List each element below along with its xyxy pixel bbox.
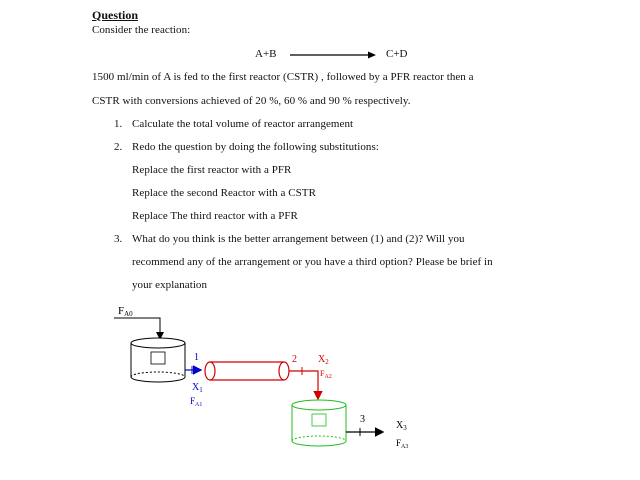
substitution-line: Replace The third reactor with a PFR <box>132 210 298 222</box>
intro-text: Consider the reaction: <box>92 24 191 36</box>
stream-3 <box>346 414 408 450</box>
paragraph-line-1: 1500 ml/min of A is fed to the first reactor (CSTR) , followed by a PFR reactor then a <box>92 71 474 83</box>
reaction-rhs: C+D <box>386 48 408 60</box>
substitution-line: Replace the second Reactor with a CSTR <box>132 187 316 199</box>
reaction-lhs: A+B <box>255 48 277 60</box>
paragraph-line-2: CSTR with conversions achieved of 20 %, 60 % and 90 % respectively. <box>92 95 411 107</box>
feed-stream <box>114 318 160 338</box>
x2-label: $X_2$ <box>318 354 329 366</box>
cstr-1 <box>131 338 185 382</box>
pfr-reactor <box>205 362 289 380</box>
x1-label: $X_1$ <box>192 382 203 394</box>
stream-1 <box>185 352 203 408</box>
stream-1-number: 1 <box>194 352 199 363</box>
item-number: 1. <box>114 118 123 130</box>
item-text: recommend any of the arrangement or you have a third option? Please be brief in <box>132 256 493 268</box>
item-number: 2. <box>114 141 123 153</box>
stream-2 <box>289 354 332 398</box>
cstr-2 <box>292 400 346 446</box>
item-number: 3. <box>114 233 123 245</box>
x3-label: $X_3$ <box>396 420 407 432</box>
feed-label: FA0 <box>118 305 133 318</box>
fa3-label: $F_{A3}$ <box>396 438 409 450</box>
item-text: What do you think is the better arrangement between (1) and (2)? Will you <box>132 233 465 245</box>
substitution-line: Replace the first reactor with a PFR <box>132 164 292 176</box>
item-text: Calculate the total volume of reactor arrangement <box>132 118 354 130</box>
stream-3-number: 3 <box>360 414 365 425</box>
stream-2-number: 2 <box>292 354 297 365</box>
question-heading: Question <box>92 8 139 22</box>
item-text: Redo the question by doing the following substitutions: <box>132 141 379 153</box>
fa2-label: $F_{A2}$ <box>320 369 332 380</box>
fa1-label: $F_{A1}$ <box>190 396 203 408</box>
item-text: your explanation <box>132 279 208 291</box>
